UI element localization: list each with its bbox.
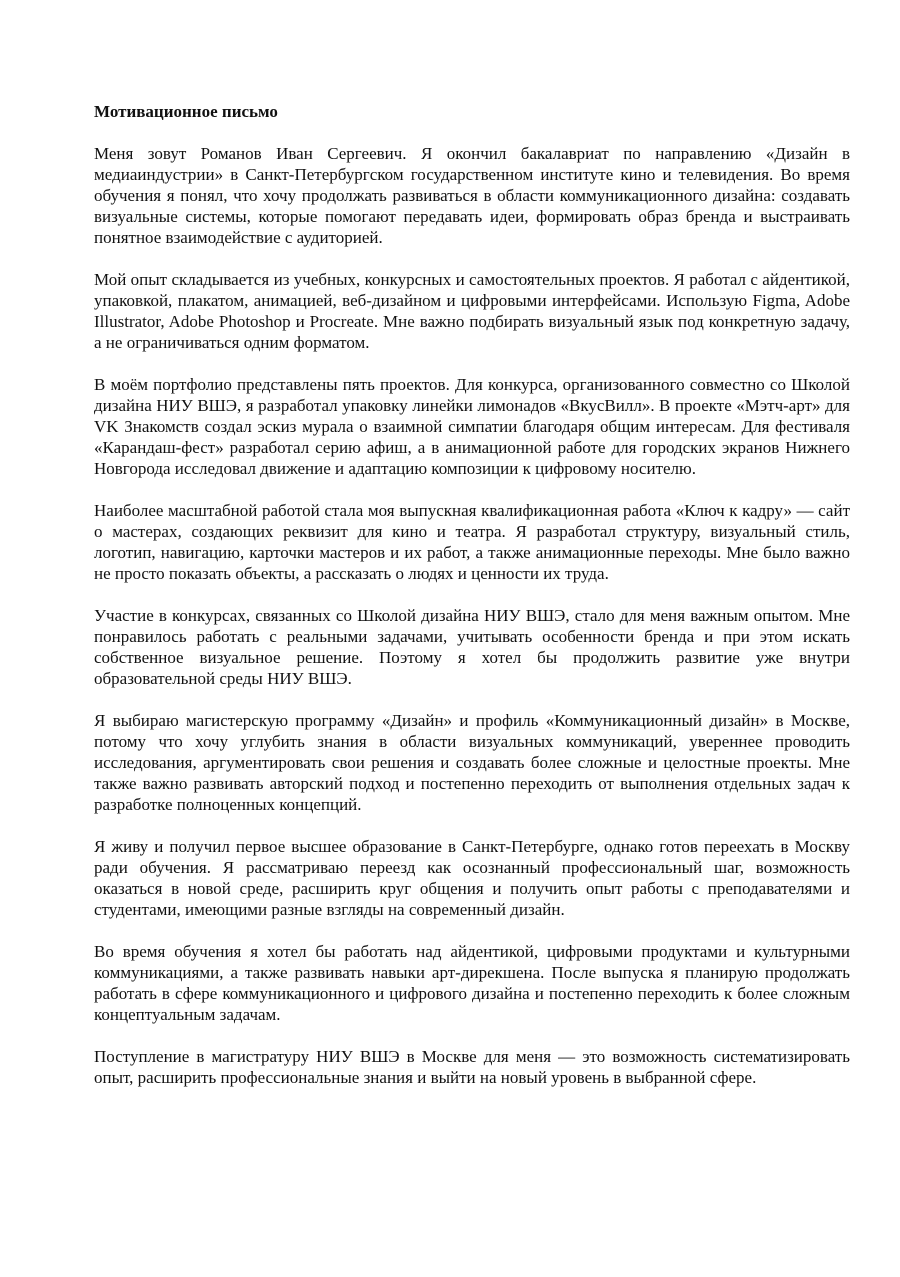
paragraph-intro: Меня зовут Романов Иван Сергеевич. Я окончил бакалавриат по направлению «Дизайн в медиаиндустрии» в Санкт-Петербургском государственном институте кино и телевидения. Во время обучения я понял, что хочу продолжать развиваться в области коммуникационного дизайна: создавать визуальные системы, которые помогают передавать идеи, формировать образ бренда и выстраивать понятное взаимодействие с аудиторией. xyxy=(94,144,850,247)
paragraph-conclusion: Поступление в магистратуру НИУ ВШЭ в Москве для меня — это возможность систематизировать опыт, расширить профессиональные знания и выйти на новый уровень в выбранной сфере. xyxy=(94,1047,850,1087)
paragraph-thesis: Наиболее масштабной работой стала моя выпускная квалификационная работа «Ключ к кадру» — сайт о мастерах, создающих реквизит для кино и театра. Я разработал структуру, визуальный стиль, логотип, навигацию, карточки мастеров и их работ, а также анимационные переходы. Мне было важно не просто показать объекты, а рассказать о людях и ценности их труда. xyxy=(94,501,850,583)
paragraph-competitions: Участие в конкурсах, связанных со Школой дизайна НИУ ВШЭ, стало для меня важным опытом. Мне понравилось работать с реальными задачами, учитывать особенности бренда и при этом искать собственное визуальное решение. Поэтому я хотел бы продолжить развитие уже внутри образовательной среды НИУ ВШЭ. xyxy=(94,606,850,688)
document-title: Мотивационное письмо xyxy=(94,102,278,121)
paragraph-relocation: Я живу и получил первое высшее образование в Санкт-Петербурге, однако готов переехать в Москву ради обучения. Я рассматриваю переезд как осознанный профессиональный шаг, возможность оказаться в новой среде, расширить круг общения и получить опыт работы с преподавателями и студентами, имеющими разные взгляды на современный дизайн. xyxy=(94,837,850,919)
paragraph-experience: Мой опыт складывается из учебных, конкурсных и самостоятельных проектов. Я работал с айдентикой, упаковкой, плакатом, анимацией, веб-дизайном и цифровыми интерфейсами. Использую Figma, Adobe Illustrator, Adobe Photoshop и Procreate. Мне важно подбирать визуальный язык под конкретную задачу, а не ограничиваться одним форматом. xyxy=(94,270,850,352)
paragraph-goals: Во время обучения я хотел бы работать над айдентикой, цифровыми продуктами и культурными коммуникациями, а также развивать навыки арт-дирекшена. После выпуска я планирую продолжать работать в сфере коммуникационного и цифрового дизайна и постепенно переходить к более сложным концептуальным задачам. xyxy=(94,942,850,1024)
paragraph-portfolio: В моём портфолио представлены пять проектов. Для конкурса, организованного совместно со Школой дизайна НИУ ВШЭ, я разработал упаковку линейки лимонадов «ВкусВилл». В проекте «Мэтч-арт» для VK Знакомств создал эскиз мурала о взаимной симпатии благодаря общим интересам. Для фестиваля «Карандаш-фест» разработал серию афиш, а в анимационной работе для городских экранов Нижнего Новгорода исследовал движение и адаптацию композиции к цифровому носителю. xyxy=(94,375,850,478)
paragraph-program-choice: Я выбираю магистерскую программу «Дизайн» и профиль «Коммуникационный дизайн» в Москве, потому что хочу углубить знания в области визуальных коммуникаций, увереннее проводить исследования, аргументировать свои решения и создавать более сложные и целостные проекты. Мне также важно развивать авторский подход и постепенно переходить от выполнения отдельных задач к разработке полноценных концепций. xyxy=(94,711,850,814)
